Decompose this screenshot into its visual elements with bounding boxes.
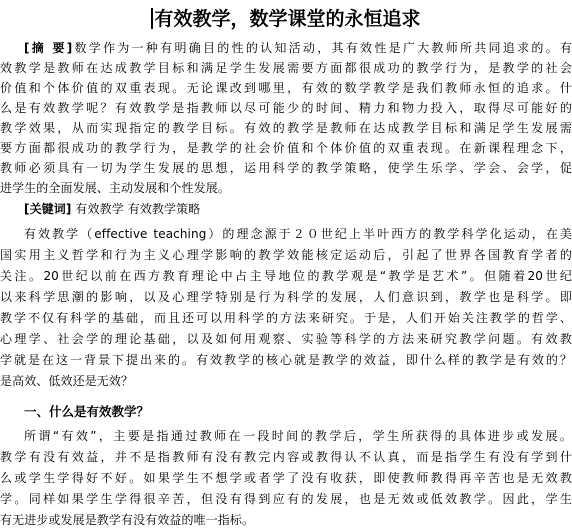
section-line: 有无进步或发展是教学有没有效益的唯一指标。 <box>0 513 255 527</box>
page-title <box>0 6 572 32</box>
section-line: 教学有没有效益，并不是指教师有没有教完内容或教得认不认真，而是指学生有没有学到什 <box>0 450 572 464</box>
intro-line: 关注。20世纪以前在西方教育理论中占主导地位的教学观是“教学是艺术”。但随着20世纪 <box>0 269 572 283</box>
abstract-line: 要方面都很成功的教学行为，是教学的社会价值和个体价值的双重表现。在新课程理念下， <box>0 141 572 155</box>
section-line: 么或学生学得好不好。如果学生不想学或者学了没有收获，即使教师教得再辛苦也是无效教 <box>0 471 572 485</box>
intro-line: 有效教学（effective teaching）的理念源于２０世纪上半叶西方的教学科学化运动，在美 <box>24 227 572 241</box>
abstract-line: [摘 要]数学作为一种有明确目的性的认知活动，其有效性是广大教师所共同追求的。有 <box>24 41 572 55</box>
abstract-line: 教学效果，从而实现指定的教学目标。有效的教学是教师在达成教学目标和满足学生发展需 <box>0 121 572 135</box>
intro-line: 心理学、社会学的理论基础，以及如何用观察、实验等科学的方法来研究教学问题。有效教 <box>0 332 572 346</box>
intro-line: 以来科学思潮的影响，以及心理学特别是行为科学的发展，人们意识到，教学也是科学。即 <box>0 290 572 304</box>
intro-line: 教学不仅有科学的基础，而且还可以用科学的方法来研究。于是，人们开始关注教学的哲学、 <box>0 311 572 325</box>
keywords-line <box>0 199 572 219</box>
abstract-line: 么是有效教学呢？有效教学是指教师以尽可能少的时间、精力和物力投入，取得尽可能好的 <box>0 101 572 115</box>
abstract-line: 教师必须具有一切为学生发展的思想，运用科学的教学策略，使学生乐学、学会、会学，促 <box>0 161 572 175</box>
intro-line: 学就是在这一背景下提出来的。有效教学的核心就是教学的效益，即什么样的教学是有效的？ <box>0 353 572 367</box>
section-line: 学。同样如果学生学得很辛苦，但没有得到应有的发展，也是无效或低效教学。因此，学生 <box>0 492 572 506</box>
intro-line: 国实用主义哲学和行为主义心理学影响的教学效能核定运动后，引起了世界各国教育学者的 <box>0 248 572 262</box>
abstract-line: 效教学是教师在达成教学目标和满足学生发展需要方面都很成功的教学行为，是教学的社会 <box>0 61 572 75</box>
keywords-label: [关键词] <box>24 202 72 216</box>
abstract-line: 进学生的全面发展、主动发展和个性发展。 <box>0 181 230 195</box>
abstract-label: [摘 要] <box>24 41 73 55</box>
section-heading: 一、什么是有效教学？ <box>24 404 150 419</box>
intro-line: 是高效、低效还是无效？ <box>0 374 134 388</box>
section-line: 所谓“有效”，主要是指通过教师在一段时间的教学后，学生所获得的具体进步或发展。 <box>24 429 572 443</box>
keywords-text: 有效教学 有效教学策略 <box>75 202 201 216</box>
title-text: 有效教学，数学课堂的永恒追求 <box>154 8 421 30</box>
abstract-line: 价值和个体价值的双重表现。无论课改到哪里，有效的数学教学是我们教师永恒的追求。什 <box>0 81 572 95</box>
